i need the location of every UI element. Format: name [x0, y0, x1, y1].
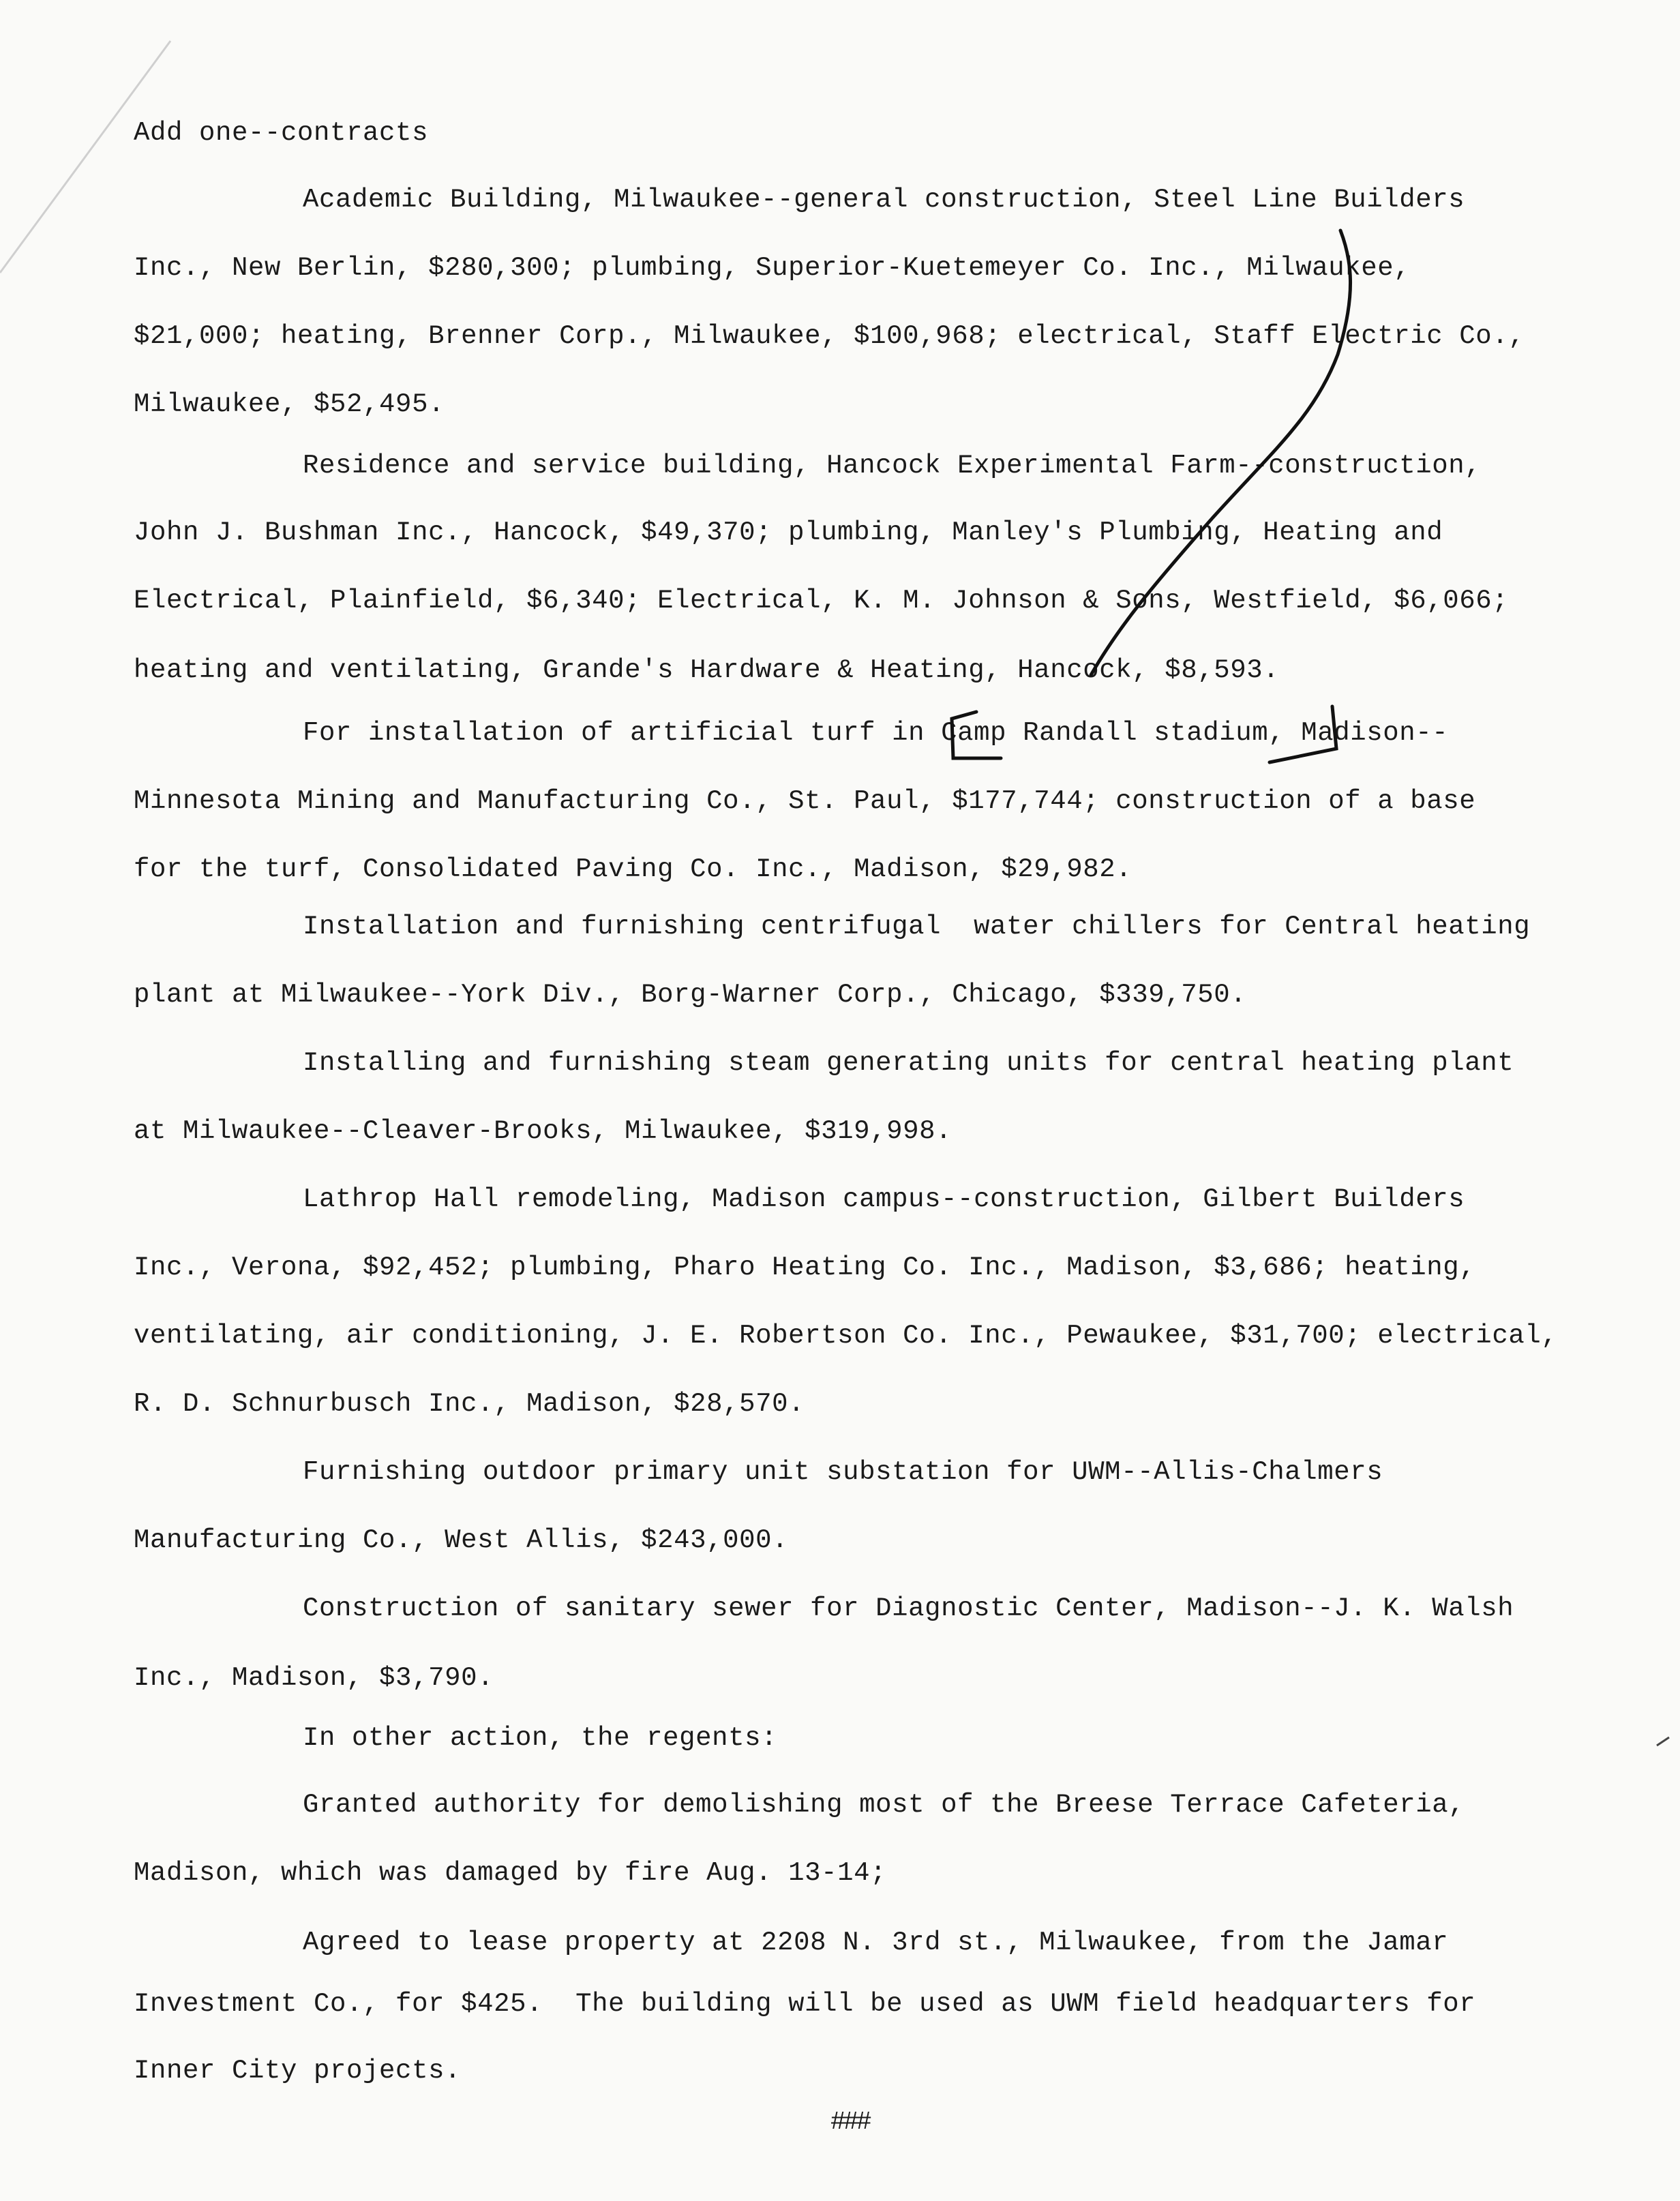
paragraph-lathrop-line-2: Inc., Verona, $92,452; plumbing, Pharo Heating Co. Inc., Madison, $3,686; heating, [134, 1253, 1476, 1283]
paragraph-substation-line-1: Furnishing outdoor primary unit substation for UWM--Allis-Chalmers [303, 1457, 1383, 1487]
paragraph-hancock-line-1: Residence and service building, Hancock Experimental Farm--construction, [303, 451, 1482, 481]
paragraph-sewer-line-2: Inc., Madison, $3,790. [134, 1663, 494, 1693]
paragraph-lathrop-line-4: R. D. Schnurbusch Inc., Madison, $28,570. [134, 1389, 805, 1419]
paragraph-turf-line-1: For installation of artificial turf in Camp Randall stadium, Madison-- [303, 718, 1449, 748]
paragraph-hancock-line-3: Electrical, Plainfield, $6,340; Electrical, K. M. Johnson & Sons, Westfield, $6,066; [134, 586, 1509, 616]
paragraph-substation-line-2: Manufacturing Co., West Allis, $243,000. [134, 1525, 789, 1555]
paragraph-hancock-line-2: John J. Bushman Inc., Hancock, $49,370; plumbing, Manley's Plumbing, Heating and [134, 518, 1443, 548]
paragraph-breese-line-1: Granted authority for demolishing most of the Breese Terrace Cafeteria, [303, 1790, 1465, 1820]
paragraph-lathrop-line-1: Lathrop Hall remodeling, Madison campus--construction, Gilbert Builders [303, 1184, 1465, 1214]
paragraph-lease-line-3: Inner City projects. [134, 2056, 462, 2086]
paragraph-breese-line-2: Madison, which was damaged by fire Aug. 13-14; [134, 1858, 887, 1888]
end-of-release-mark: ### [830, 2108, 869, 2137]
paragraph-lathrop-line-3: ventilating, air conditioning, J. E. Robertson Co. Inc., Pewaukee, $31,700; electrical, [134, 1321, 1558, 1351]
margin-tick-mark [1657, 1737, 1669, 1746]
paragraph-chillers-line-1: Installation and furnishing centrifugal water chillers for Central heating [303, 912, 1531, 942]
paragraph-lease-line-2: Investment Co., for $425. The building will be used as UWM field headquarters for [134, 1989, 1476, 2019]
paragraph-academic-line-2: Inc., New Berlin, $280,300; plumbing, Superior-Kuetemeyer Co. Inc., Milwaukee, [134, 253, 1411, 283]
document-heading: Add one--contracts [134, 118, 429, 148]
paragraph-steam-line-2: at Milwaukee--Cleaver-Brooks, Milwaukee, $319,998. [134, 1116, 952, 1146]
paragraph-chillers-line-2: plant at Milwaukee--York Div., Borg-Warner Corp., Chicago, $339,750. [134, 980, 1247, 1010]
paragraph-sewer-line-1: Construction of sanitary sewer for Diagnostic Center, Madison--J. K. Walsh [303, 1593, 1514, 1623]
paragraph-turf-line-2: Minnesota Mining and Manufacturing Co., St. Paul, $177,744; construction of a base [134, 786, 1476, 816]
paragraph-hancock-line-4: heating and ventilating, Grande's Hardware & Heating, Hancock, $8,593. [134, 655, 1280, 685]
paragraph-turf-line-3: for the turf, Consolidated Paving Co. Inc., Madison, $29,982. [134, 854, 1132, 884]
paragraph-academic-line-3: $21,000; heating, Brenner Corp., Milwaukee, $100,968; electrical, Staff Electric Co., [134, 321, 1525, 351]
paragraph-steam-line-1: Installing and furnishing steam generating units for central heating plant [303, 1048, 1514, 1078]
paragraph-lease-line-1: Agreed to lease property at 2208 N. 3rd st., Milwaukee, from the Jamar [303, 1928, 1449, 1958]
paragraph-academic-line-1: Academic Building, Milwaukee--general construction, Steel Line Builders [303, 185, 1465, 215]
paragraph-other-action: In other action, the regents: [303, 1723, 778, 1753]
page-crease-mark [0, 41, 170, 273]
paragraph-academic-line-4: Milwaukee, $52,495. [134, 389, 445, 419]
